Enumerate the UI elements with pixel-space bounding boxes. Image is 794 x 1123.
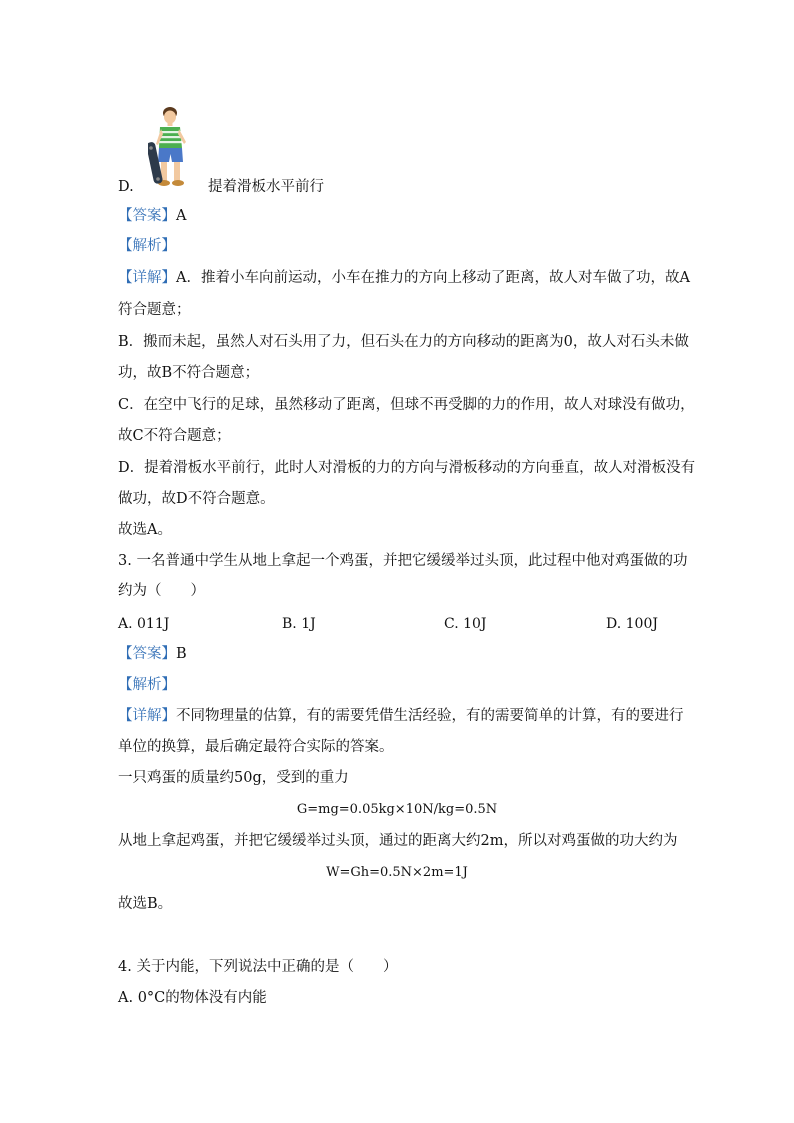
option-d: D. 100J (606, 616, 658, 632)
detail-text: 不同物理量的估算，有的需要凭借生活经验，有的需要简单的计算，有的要进行 (176, 708, 684, 724)
analysis-tag: 【解析】 (118, 677, 176, 693)
q3-answer (118, 644, 187, 664)
paragraph-line: 功，故B不符合题意； (118, 365, 260, 381)
answer-value: B (176, 646, 187, 662)
paragraph-line: B．搬而未起，虽然人对石头用了力，但石头在力的方向移动的距离为0，故人对石头未做 (118, 334, 689, 350)
paragraph-line: D．提着滑板水平前行，此时人对滑板的力的方向与滑板移动的方向垂直，故人对滑板没有 (118, 460, 696, 476)
question-stem: 约为（ ） (118, 583, 205, 599)
option-d-text: 提着滑板水平前行 (208, 179, 324, 195)
paragraph-line: 一只鸡蛋的质量约50g，受到的重力 (118, 770, 349, 786)
option-c: C. 10J (444, 616, 487, 632)
conclusion-line: 故选A。 (118, 522, 172, 538)
paragraph-line: C．在空中飞行的足球，虽然移动了距离，但球不再受脚的力的作用，故人对球没有做功， (118, 397, 695, 413)
question-stem: 3. 一名普通中学生从地上拿起一个鸡蛋，并把它缓缓举过头顶，此过程中他对鸡蛋做的功 (118, 553, 688, 569)
paragraph-line: 故C不符合题意； (118, 428, 231, 444)
detail-text: A．推着小车向前运动，小车在推力的方向上移动了距离，故人对车做了功，故A (176, 270, 690, 286)
answer-value: A (176, 208, 187, 224)
q2-answer (118, 206, 186, 226)
paragraph-line: 做功，故D不符合题意。 (118, 491, 275, 507)
q2-detail-line (118, 268, 690, 288)
paragraph-line: 单位的换算，最后确定最符合实际的答案。 (118, 739, 394, 755)
paragraph-line: 从地上拿起鸡蛋，并把它缓缓举过头顶，通过的距离大约2m，所以对鸡蛋做的功大约为 (118, 833, 678, 849)
analysis-tag: 【解析】 (118, 238, 176, 254)
formula-gravity: G=mg=0.05kg×10N/kg=0.5N (296, 802, 498, 817)
detail-tag: 【详解】 (118, 270, 176, 286)
q3-analysis-tag (118, 675, 176, 695)
q3-detail-line (118, 706, 684, 726)
option-b: B. 1J (282, 616, 316, 632)
formula-work: W=Gh=0.5N×2m=1J (326, 865, 468, 880)
q2-analysis-tag (118, 236, 176, 256)
detail-tag: 【详解】 (118, 708, 176, 724)
answer-tag: 【答案】 (118, 646, 176, 662)
person-carrying-skateboard-icon (148, 104, 198, 190)
option-a: A. 0°C的物体没有内能 (118, 990, 267, 1006)
option-d-letter: D. (118, 179, 134, 195)
option-a: A. 011J (118, 616, 170, 632)
paragraph-line: 符合题意； (118, 302, 191, 318)
question-stem: 4. 关于内能，下列说法中正确的是（ ） (118, 959, 398, 975)
answer-tag: 【答案】 (118, 208, 176, 224)
conclusion-line: 故选B。 (118, 896, 173, 912)
